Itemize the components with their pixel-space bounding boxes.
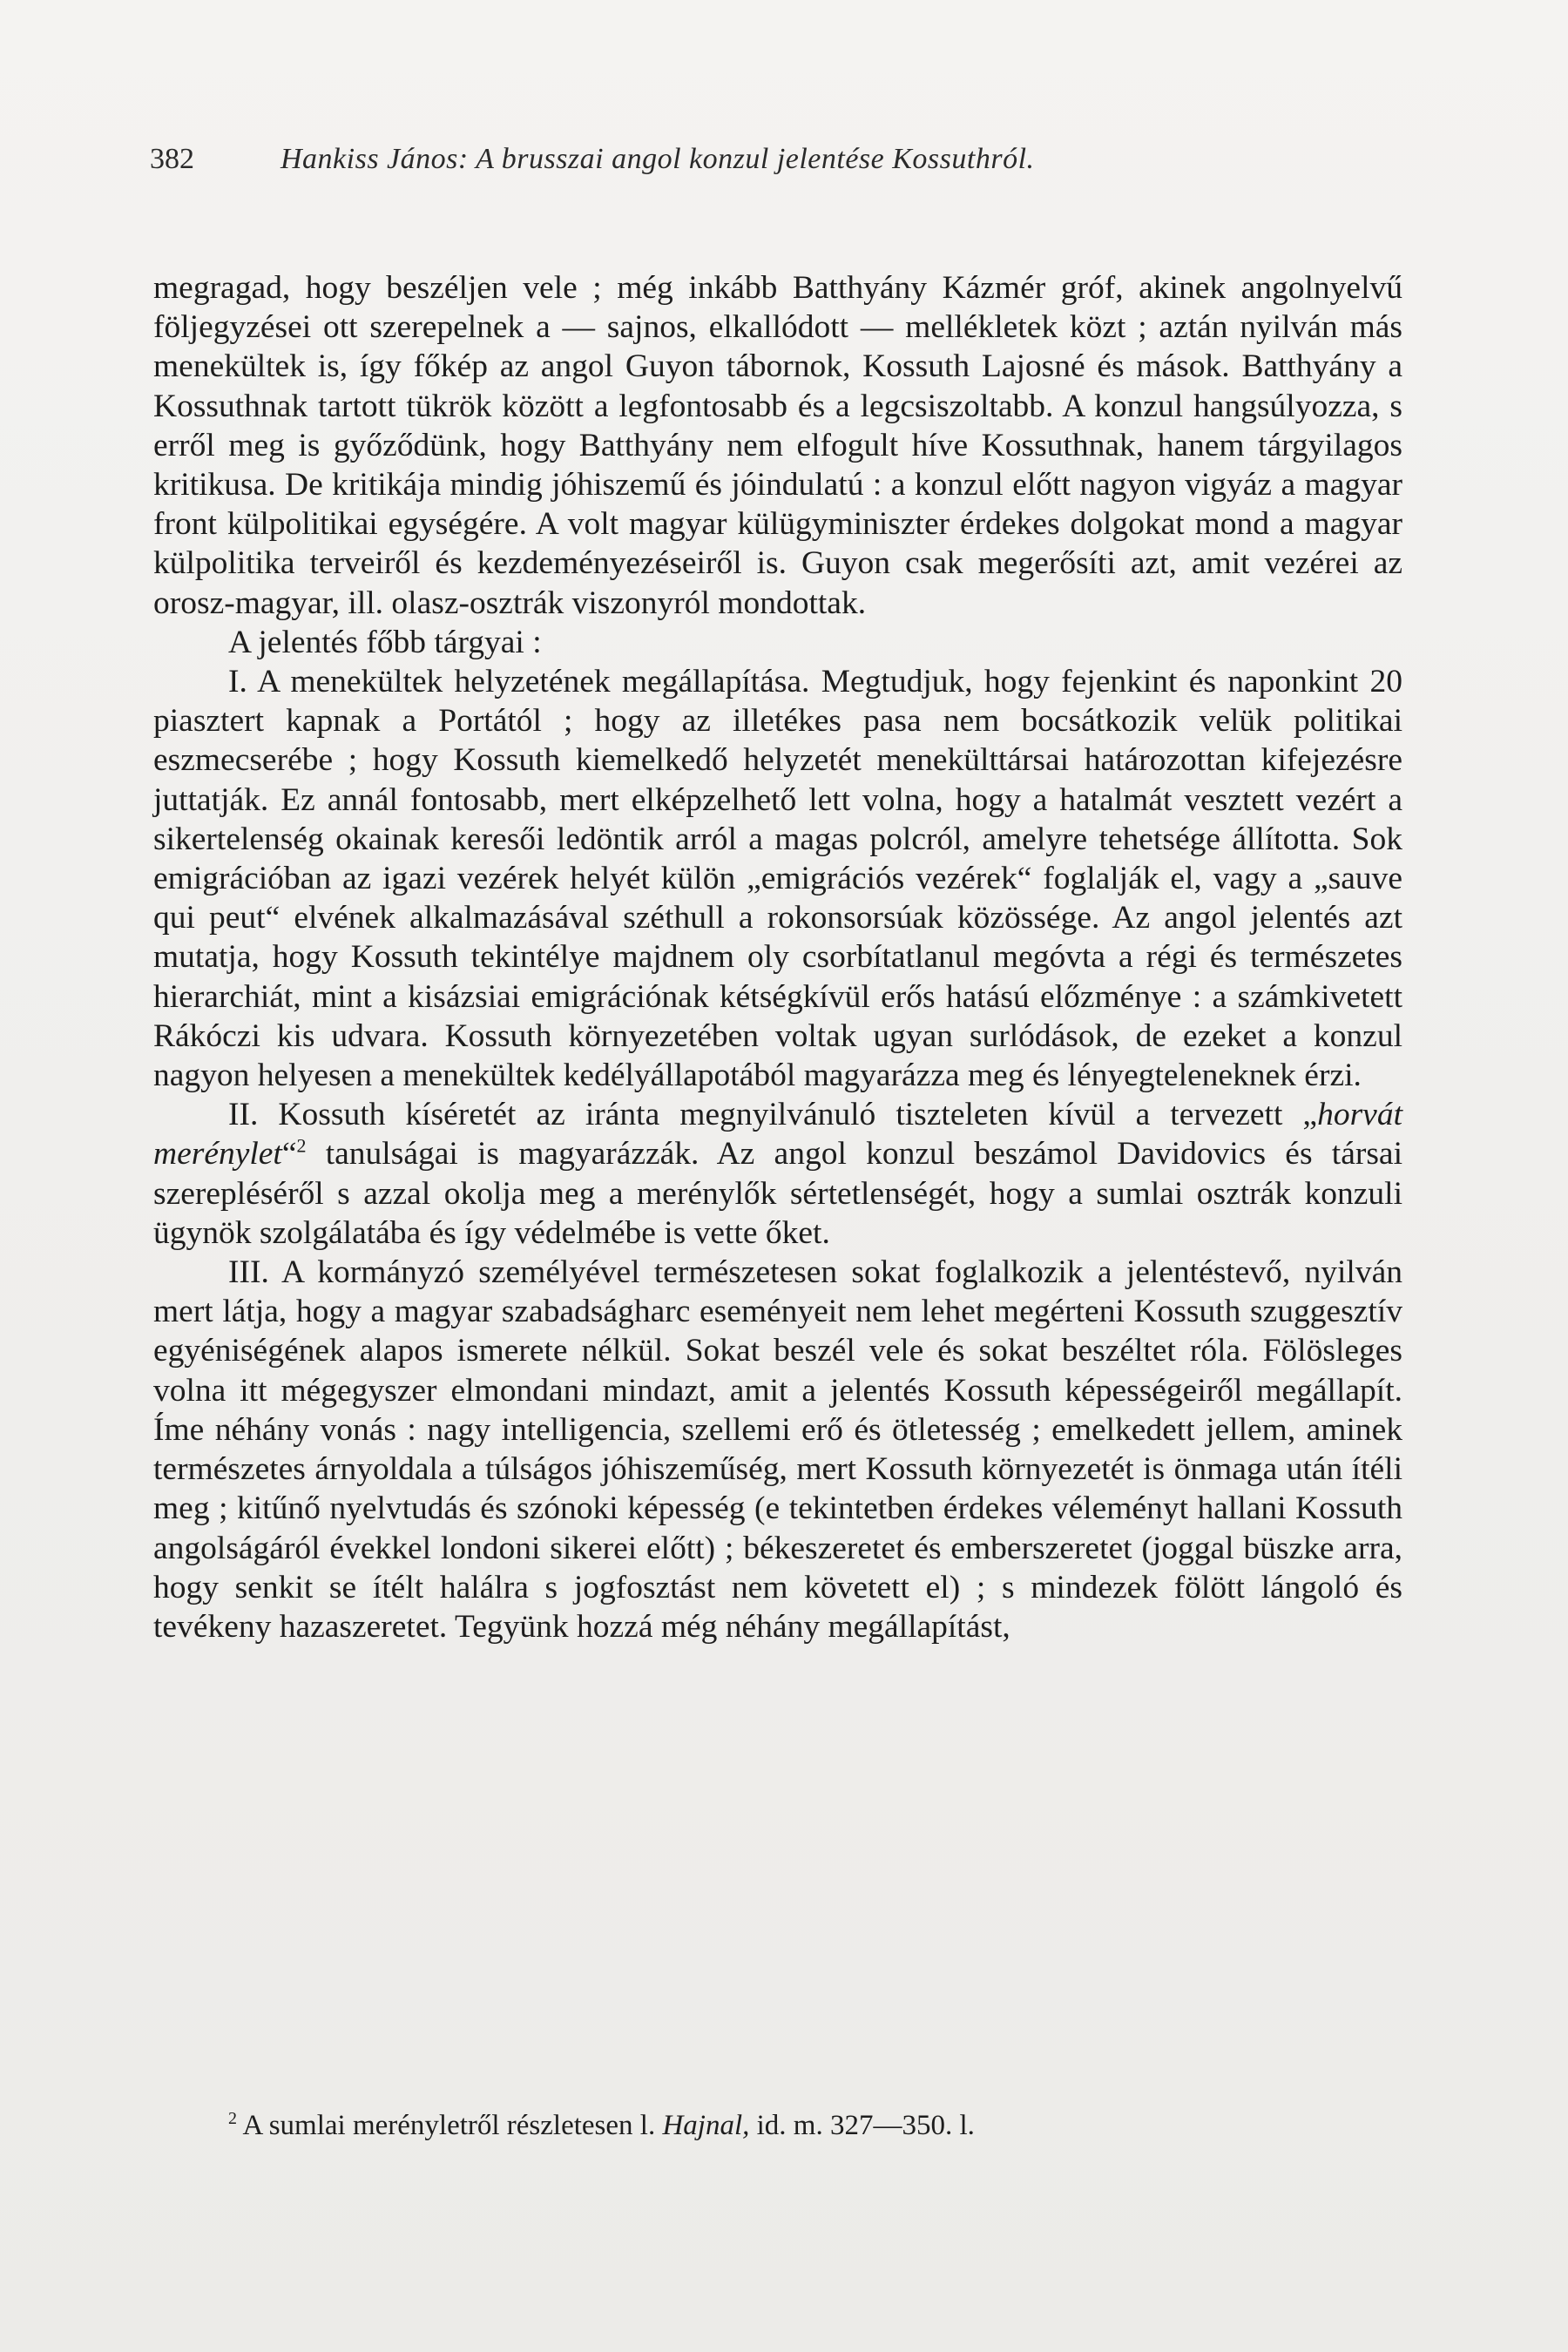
closing-quote: “ [281, 1136, 297, 1173]
footnote-author: Hajnal, [662, 2110, 750, 2141]
footnote-marker: 2 [228, 2109, 237, 2128]
running-header [150, 138, 1404, 181]
page-number: 382 [150, 143, 194, 175]
paragraph-topic-1: I. A menekültek helyzetének megállapítása. Megtudjuk, hogy fejenkint és naponkint 20 piasztert kapnak a Portától ; hogy az illetékes pasa nem bocsátkozik velük politikai eszmecserébe ; hogy Kossuth kiemelkedő helyzetét menekülttársai határozottan kifejezésre juttatják. Ez annál fontosabb, mert elképzelhető lett volna, hogy a hatalmát vesztett vezért a sikertelenség okainak keresői ledöntik arról a magas polcról, amelyre tehetsége állította. Sok emigrációban az igazi vezérek helyét külön „emigrációs vezérek“ foglalják el, vagy a „sauve qui peut“ elvének alkalmazásával széthull a rokonsorsúak közössége. Az angol jelentés azt mutatja, hogy Kossuth tekintélye majdnem oly csorbítatlanul megóvta a régi és természetes hierarchiát, mint a kisázsiai emigrációnak kétségkívül erős hatású előzménye : a számkivetett Rákóczi kis udvara. Kossuth környezetében voltak ugyan surlódások, de ezeket a konzul nagyon helyesen a menekültek kedélyállapotából magyarázza meg és lényegteleneknek érzi. [153, 664, 1402, 1094]
footnote-text: A sumlai merényletről részletesen l. [242, 2110, 663, 2141]
body-text [153, 268, 1402, 1646]
italic-phrase: horvát merénylet [153, 1097, 1402, 1173]
paragraph-text: II. Kossuth kíséretét az iránta megnyilvánuló tiszteleten kívül a tervezett „ [228, 1097, 1318, 1133]
running-title: Hankiss János: A brusszai angol konzul jelentése Kossuthról. [280, 143, 1035, 175]
footnote-reference: 2 [296, 1134, 307, 1157]
paragraph-text: tanulságai is magyarázzák. Az angol konzul beszámol Davidovics és társai szerepléséről s azzal okolja meg a merénylők sértetlenségét, hogy a sumlai osztrák konzuli ügynök szolgálatába és így védelmébe is vette őket. [153, 1136, 1402, 1251]
paragraph: megragad, hogy beszéljen vele ; még inkább Batthyány Kázmér gróf, akinek angolnyelvű följegyzései ott szerepelnek a — sajnos, elkallódott — mellékletek közt ; aztán nyilván más menekültek is, így főkép az angol Guyon tábornok, Kossuth Lajosné és mások. Batthyány a Kossuthnak tartott tükrök között a legfontosabb és a legcsiszoltabb. A konzul hangsúlyozza, s erről meg is győződünk, hogy Batthyány nem elfogult híve Kossuthnak, hanem tárgyilagos kritikusa. De kritikája mindig jóhiszemű és jóindulatú : a konzul előtt nagyon vigyáz a magyar front külpolitikai egységére. A volt magyar külügyminiszter érdekes dolgokat mond a magyar külpolitika terveiről és kezdeményezéseiről is. Guyon csak megerősíti azt, amit vezérei az orosz-magyar, ill. olasz-osztrák viszonyról mondottak. [153, 270, 1402, 621]
paragraph-topic-2 [153, 1095, 1402, 1253]
footnote [153, 2106, 1402, 2145]
paragraph-topics-intro: A jelentés főbb tárgyai : [228, 624, 542, 660]
footnote-citation: id. m. 327—350. l. [749, 2110, 975, 2141]
paragraph-topic-3: III. A kormányzó személyével természetesen sokat foglalkozik a jelentéstevő, nyilván mert látja, hogy a magyar szabadságharc eseményeit nem lehet megérteni Kossuth szuggesztív egyéniségének alapos ismerete nélkül. Sokat beszél vele és sokat beszéltet róla. Fölösleges volna itt mégegyszer elmondani mindazt, amit a jelentés Kossuth képességeiről megállapít. Íme néhány vonás : nagy intelligencia, szellemi erő és ötletesség ; emelkedett jellem, aminek természetes árnyoldala a túlságos jóhiszeműség, mert Kossuth környezetét is önmaga után ítéli meg ; kitűnő nyelvtudás és szónoki képesség (e tekintetben érdekes véleményt hallani Kossuth angolságáról évekkel londoni sikerei előtt) ; békeszeretet és emberszeretet (joggal büszke arra, hogy senkit se ítélt halálra s jogfosztást nem követett el) ; s mindezek fölött lángoló és tevékeny hazaszeretet. Tegyünk hozzá még néhány megállapítást, [153, 1254, 1402, 1645]
